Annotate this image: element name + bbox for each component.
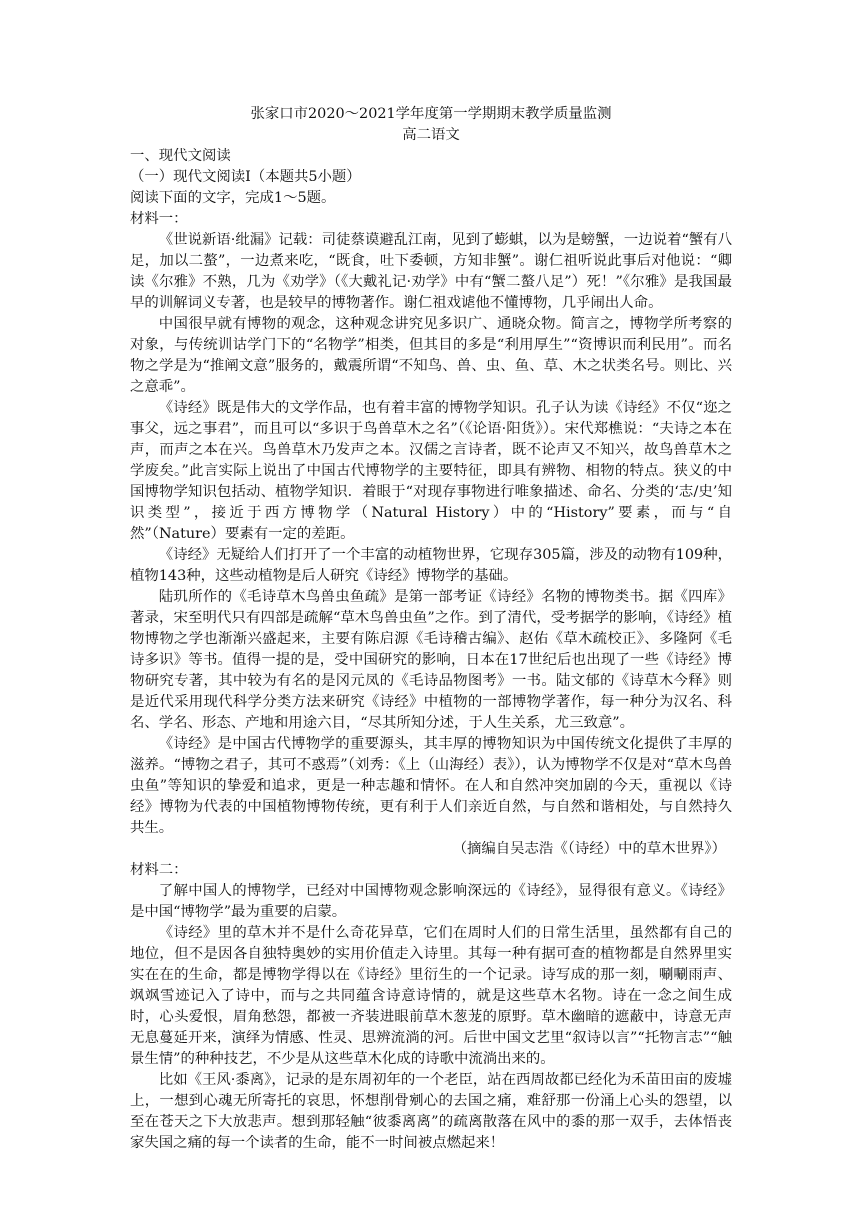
material-two-body — [130, 881, 732, 1154]
document-subtitle: 高二语文 — [402, 127, 460, 143]
paragraph: 中国很早就有博物的观念，这种观念讲究见多识广、通晓众物。简言之，博物学所考察的对象，与传统训诂学门下的“名物学”相类，但其目的多是“利用厚生”“资博识而利民用”。而名物之学是为“推阐文意”服务的，戴震所谓“不知鸟、兽、虫、鱼、草、木之状类名号。则比、兴之意乖”。 — [130, 316, 732, 395]
material-one-source: （摘编自吴志浩《（诗经）中的草木世界》） — [452, 841, 726, 857]
paragraph: 《诗经》既是伟大的文学作品，也有着丰富的博物学知识。孔子认为读《诗经》不仅“迩之事父，远之事君”，而且可以“多识于鸟兽草木之名”（《论语·阳货》）。宋代郑樵说：“夫诗之本在声，而声之本在兴。鸟兽草木乃发声之本。汉儒之言诗者，既不论声又不知兴，故鸟兽草木之学废矣。”此言实际上说出了中国古代博物学的主要特征，即具有辨物、相物的特点。狭义的中国博物学知识包括动、植物学知识．着眼于“对现存事物进行唯象描述、命名、分类的‘志/史’知识类型”，接近于西方博物学（Natural History）中的“History”要素，而与“自然”（Nature）要素有一定的差距。 — [130, 400, 732, 542]
section-heading: 一、现代文阅读 — [130, 148, 231, 164]
subsection-heading: （一）现代文阅读Ⅰ（本题共5小题） — [130, 169, 361, 185]
paragraph: 比如《王风·黍离》，记录的是东周初年的一个老臣，站在西周故都已经化为禾苗田亩的废墟上，一想到心魂无所寄托的哀思，怀想削骨剜心的去国之痛，难舒那一份涌上心头的怨望，以至在苍天之下大放悲声。想到那轻触“彼黍离离”的疏离散落在风中的黍的那一双手，去体悟丧家失国之痛的每一个读者的生命，能不一时间被点燃起来！ — [130, 1072, 732, 1151]
paragraph: 《诗经》无疑给人们打开了一个丰富的动植物世界，它现存305篇，涉及的动物有109种，植物143种，这些动植物是后人研究《诗经》博物学的基础。 — [130, 547, 732, 584]
paragraph: 《诗经》里的草木并不是什么奇花异草，它们在周时人们的日常生活里，虽然都有自己的地位，但不是因各自独特奥妙的实用价值走入诗里。其每一种有据可查的植物都是自然界里实实在在的生命，都是博物学得以在《诗经》里衍生的一个记录。诗写成的那一刻，唰唰雨声、飒飒雪迹记入了诗中，而与之共同蕴含诗意诗情的，就是这些草木名物。诗在一念之间生成时，心头爱恨，眉角愁怨，都被一齐装进眼前草木葱茏的原野。草木幽暗的遮蔽中，诗意无声无息蔓延开来，演绎为情感、性灵、思辨流淌的河。后世中国文艺里“叙诗以言”“托物言志”“触景生情”的种种技艺，不少是从这些草木化成的诗歌中流淌出来的。 — [130, 925, 732, 1067]
paragraph: 陆玑所作的《毛诗草木鸟兽虫鱼疏》是第一部考证《诗经》名物的博物类书。据《四库》著录，宋至明代只有四部是疏解“草木鸟兽虫鱼”之作。到了清代，受考据学的影响，《诗经》植物博物之学也渐渐兴盛起来，主要有陈启源《毛诗稽古编》、赵佑《草木疏校正》、多隆阿《毛诗多识》等书。值得一提的是，受中国研究的影响，日本在17世纪后也出现了一些《诗经》博物研究专著，其中较为有名的是冈元凤的《毛诗品物图考》一书。陆文郁的《诗草木今释》则是近代采用现代科学分类方法来研究《诗经》中植物的一部博物学著作，每一种分为汉名、科名、学名、形态、产地和用途六目，“尽其所知分述，于人生关系，尤三致意”。 — [130, 589, 732, 731]
paragraph: 了解中国人的博物学，已经对中国博物观念影响深远的《诗经》，显得很有意义。《诗经》是中国“博物学”最为重要的启蒙。 — [130, 883, 732, 920]
material-two-label: 材料二： — [130, 862, 188, 878]
document-title: 张家口市2020～2021学年度第一学期期末教学质量监测 — [250, 106, 612, 122]
material-one-label: 材料一： — [130, 211, 188, 227]
reading-instruction: 阅读下面的文字，完成1～5题。 — [130, 190, 336, 206]
material-one-body — [130, 230, 732, 839]
paragraph: 《诗经》是中国古代博物学的重要源头，其丰厚的博物知识为中国传统文化提供了丰厚的滋养。“博物之君子，其可不惑焉”（刘秀：《上（山海经）表》），认为博物学不仅是对“草木鸟兽虫鱼”等知识的挚爱和追求，更是一种志趣和情怀。在人和自然冲突加剧的今天，重视以《诗经》博物为代表的中国植物博物传统，更有利于人们亲近自然，与自然和谐相处，与自然持久共生。 — [130, 736, 732, 836]
paragraph: 《世说新语·纰漏》记载：司徒蔡谟避乱江南，见到了蟛蜞，以为是螃蟹，一边说着“蟹有八足，加以二螯”，一边煮来吃，“既食，吐下委顿，方知非蟹”。谢仁祖听说此事后对他说：“卿读《尔雅》不熟，几为《劝学》（《大戴礼记·劝学》中有“蟹二螯八足”）死！”《尔雅》是我国最早的训解词义专著，也是较早的博物著作。谢仁祖戏谑他不懂博物，几乎闹出人命。 — [130, 232, 732, 311]
